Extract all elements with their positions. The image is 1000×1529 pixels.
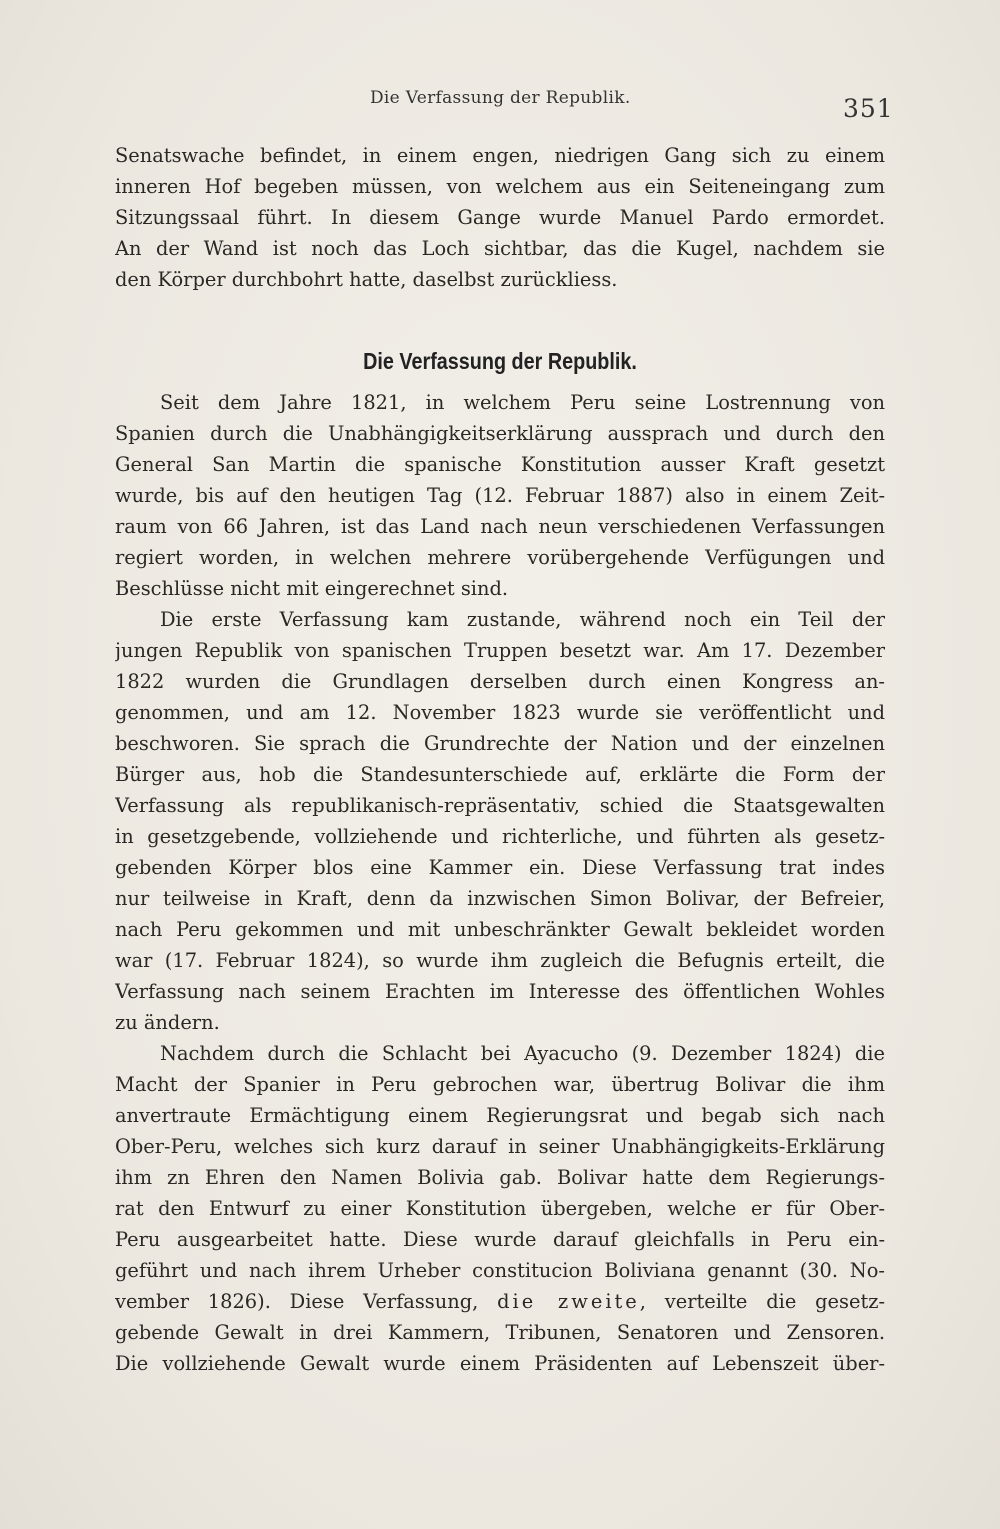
text-line: jungen Republik von spanischen Truppen besetzt war. Am 17. Dezember xyxy=(115,639,885,662)
text-line: war (17. Februar 1824), so wurde ihm zugleich die Befugnis erteilt, die xyxy=(115,949,885,972)
text-line: inneren Hof begeben müssen, von welchem aus ein Seiteneingang zum xyxy=(115,175,885,198)
section-heading: Die Verfassung der Republik. xyxy=(363,348,637,374)
text-line: rat den Entwurf zu einer Konstitution übergeben, welche er für Ober- xyxy=(115,1197,885,1220)
text-line: gebende Gewalt in drei Kammern, Tribunen, Senatoren und Zensoren. xyxy=(115,1321,885,1344)
text-line: nur teilweise in Kraft, denn da inzwischen Simon Bolivar, der Befreier, xyxy=(115,887,885,910)
text-line: regiert worden, in welchen mehrere vorübergehende Verfügungen und xyxy=(115,546,885,569)
text-line: Seit dem Jahre 1821, in welchem Peru seine Lostrennung von xyxy=(160,391,885,414)
text-line: Peru ausgearbeitet hatte. Diese wurde darauf gleichfalls in Peru ein- xyxy=(115,1228,885,1251)
text-segment: , verteilte die gesetz- xyxy=(639,1290,885,1313)
running-head: Die Verfassung der Republik. xyxy=(370,88,631,108)
paragraph-3 xyxy=(115,1038,885,1379)
text-line: Die erste Verfassung kam zustande, während noch ein Teil der xyxy=(160,608,885,631)
emphasized-text: die zweite xyxy=(497,1290,640,1313)
text-line: Spanien durch die Unabhängigkeitserklärung aussprach und durch den xyxy=(115,422,885,445)
top-paragraph xyxy=(115,140,885,295)
text-line: genommen, und am 12. November 1823 wurde sie veröffentlicht und xyxy=(115,701,885,724)
text-line xyxy=(115,1286,885,1317)
text-line: beschworen. Sie sprach die Grundrechte der Nation und der einzelnen xyxy=(115,732,885,755)
text-line: wurde, bis auf den heutigen Tag (12. Februar 1887) also in einem Zeit- xyxy=(115,484,885,507)
body-text xyxy=(115,387,885,1379)
paragraph-1 xyxy=(115,387,885,604)
page-number: 351 xyxy=(843,94,894,123)
text-line: General San Martin die spanische Konstitution ausser Kraft gesetzt xyxy=(115,453,885,476)
text-line: Macht der Spanier in Peru gebrochen war, übertrug Bolivar die ihm xyxy=(115,1073,885,1096)
text-segment: vember 1826). Diese Verfassung, xyxy=(115,1290,498,1313)
text-line: Senatswache befindet, in einem engen, niedrigen Gang sich zu einem xyxy=(115,144,885,167)
text-line: anvertraute Ermächtigung einem Regierungsrat und begab sich nach xyxy=(115,1104,885,1127)
text-line: ihm zn Ehren den Namen Bolivia gab. Bolivar hatte dem Regierungs- xyxy=(115,1166,885,1189)
text-line: zu ändern. xyxy=(115,1011,220,1034)
text-line: den Körper durchbohrt hatte, daselbst zurückliess. xyxy=(115,268,618,291)
text-line: An der Wand ist noch das Loch sichtbar, das die Kugel, nachdem sie xyxy=(115,237,885,260)
text-line: Beschlüsse nicht mit eingerechnet sind. xyxy=(115,577,509,600)
text-line: Nachdem durch die Schlacht bei Ayacucho (9. Dezember 1824) die xyxy=(160,1042,885,1065)
text-line: Sitzungssaal führt. In diesem Gange wurde Manuel Pardo ermordet. xyxy=(115,206,885,229)
text-line: Ober-Peru, welches sich kurz darauf in seiner Unabhängigkeits-Erklärung xyxy=(115,1135,885,1158)
text-line: raum von 66 Jahren, ist das Land nach neun verschiedenen Verfassungen xyxy=(115,515,885,538)
paragraph-2 xyxy=(115,604,885,1038)
text-line: Die vollziehende Gewalt wurde einem Präsidenten auf Lebenszeit über- xyxy=(115,1352,885,1375)
text-line: Verfassung nach seinem Erachten im Interesse des öffentlichen Wohles xyxy=(115,980,885,1003)
text-line: gebenden Körper blos eine Kammer ein. Diese Verfassung trat indes xyxy=(115,856,885,879)
text-line: nach Peru gekommen und mit unbeschränkter Gewalt bekleidet worden xyxy=(115,918,885,941)
text-line: 1822 wurden die Grundlagen derselben durch einen Kongress an- xyxy=(115,670,885,693)
text-line: Verfassung als republikanisch-repräsentativ, schied die Staatsgewalten xyxy=(115,794,885,817)
text-line: Bürger aus, hob die Standesunterschiede auf, erklärte die Form der xyxy=(115,763,885,786)
text-line: in gesetzgebende, vollziehende und richterliche, und führten als gesetz- xyxy=(115,825,885,848)
text-line: geführt und nach ihrem Urheber constitucion Boliviana genannt (30. No- xyxy=(115,1259,885,1282)
